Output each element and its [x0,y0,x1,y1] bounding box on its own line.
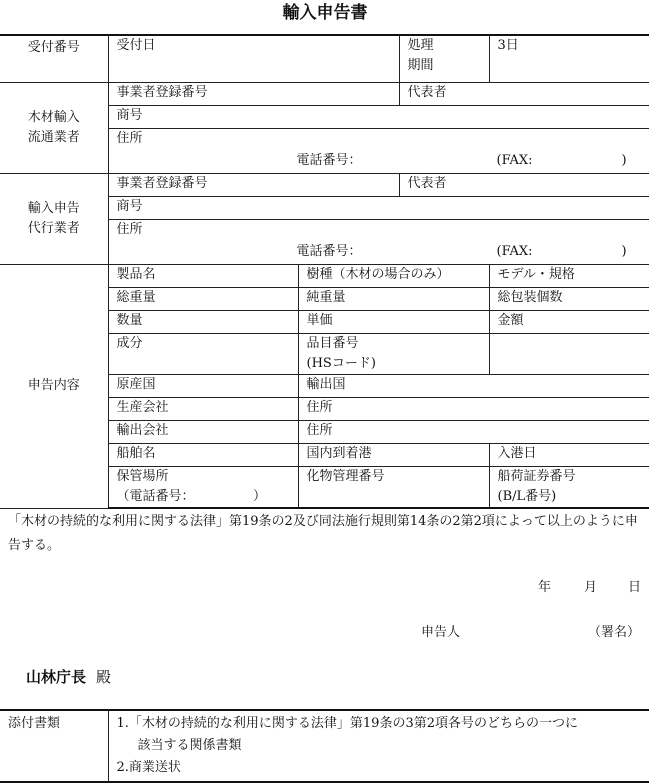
addressee-name: 山林庁長 [26,668,87,686]
producer-address-field[interactable]: 住所 [298,398,649,421]
agent-registration-field[interactable] [108,174,399,197]
arrival-date-field[interactable]: 入港日 [489,444,649,467]
agent-section-label: 輸入申告 代行業者 [0,174,108,265]
net-weight-field[interactable]: 純重量 [298,288,489,311]
distributor-representative-label: 代表者 [407,85,447,100]
total-packages-field[interactable]: 総包装個数 [489,288,649,311]
domestic-port-field[interactable]: 国内到着港 [298,444,489,467]
attachments-list [108,710,649,782]
agent-address-label: 住所 [116,222,143,237]
agent-representative-field[interactable] [399,174,649,197]
item-number-value[interactable] [489,334,649,375]
processing-period-label: 処理 期間 [399,35,489,83]
attachment-item-1-line-2: 該当する関係書類 [137,738,242,753]
receipt-number-label: 受付番号 [0,35,108,83]
receipt-date-label: 受付日 [116,38,156,53]
item-number-field[interactable]: 品目番号 (HSコード) [298,334,489,375]
date-day-label: 日 [628,580,642,595]
export-country-field[interactable]: 輸出国 [298,375,649,398]
applicant-label: 申告人 [421,625,461,640]
distributor-tel-label: 電話番号： [296,153,362,168]
product-name-field[interactable]: 製品名 [108,265,298,288]
distributor-address-label: 住所 [116,131,143,146]
agent-trade-name-label: 商号 [116,199,143,214]
vessel-name-field[interactable]: 船舶名 [108,444,298,467]
page-title: 輸入申告書 [282,3,368,23]
declaration-statement: 「木材の持続的な利用に関する法律」第19条の2及び同法施行規則第14条の2第2項によって以上のように申告する。 [8,514,638,553]
attachment-item-2: 2.商業送状 [116,760,181,775]
amount-field[interactable]: 金額 [489,311,649,334]
distributor-trade-name-label: 商号 [116,108,143,123]
distributor-representative-field[interactable] [399,83,649,106]
date-month-label: 月 [584,580,598,595]
declaration-section-label: 申告内容 [0,265,108,509]
quantity-field[interactable]: 数量 [108,311,298,334]
distributor-contact-field[interactable] [108,151,649,174]
producer-field[interactable]: 生産会社 [108,398,298,421]
origin-country-field[interactable]: 原産国 [108,375,298,398]
addressee [26,666,111,687]
distributor-registration-field[interactable] [108,83,399,106]
exporter-address-field[interactable]: 住所 [298,421,649,444]
species-field[interactable]: 樹種（木材の場合のみ） [298,265,489,288]
model-spec-field[interactable]: モデル・規格 [489,265,649,288]
attachments-label: 添付書類 [0,710,108,782]
distributor-address-field[interactable] [108,129,649,152]
processing-period-value: 3日 [489,35,649,83]
receipt-date-field[interactable] [108,35,399,83]
agent-tel-label: 電話番号： [296,244,362,259]
component-field[interactable]: 成分 [108,334,298,375]
signature-label: （署名） [588,625,641,640]
distributor-registration-label: 事業者登録番号 [116,85,208,100]
agent-fax-close: ) [621,244,627,259]
gross-weight-field[interactable]: 総重量 [108,288,298,311]
storage-field[interactable]: 保管場所 （電話番号： ） [108,467,298,509]
unit-price-field[interactable]: 単価 [298,311,489,334]
agent-registration-label: 事業者登録番号 [116,176,208,191]
bl-number-field[interactable]: 船荷証券番号 (B/L番号) [489,467,649,509]
distributor-section-label: 木材輸入 流通業者 [0,83,108,174]
agent-trade-name-field[interactable] [108,197,649,220]
distributor-fax-close: ) [621,153,627,168]
cargo-number-field[interactable]: 化物管理番号 [298,467,489,509]
distributor-trade-name-field[interactable] [108,106,649,129]
agent-contact-field[interactable] [108,242,649,265]
distributor-fax-label: (FAX: [496,153,533,168]
date-year-label: 年 [538,580,552,595]
agent-representative-label: 代表者 [407,176,447,191]
agent-fax-label: (FAX: [496,244,533,259]
addressee-honorific: 殿 [96,668,112,686]
exporter-field[interactable]: 輸出会社 [108,421,298,444]
agent-address-field[interactable] [108,220,649,243]
declaration-form [0,34,649,509]
attachment-item-1-line-1: 1.「木材の持続的な利用に関する法律」第19条の3第2項各号のどちらの一つに [116,716,578,731]
attachments-table [0,709,649,783]
